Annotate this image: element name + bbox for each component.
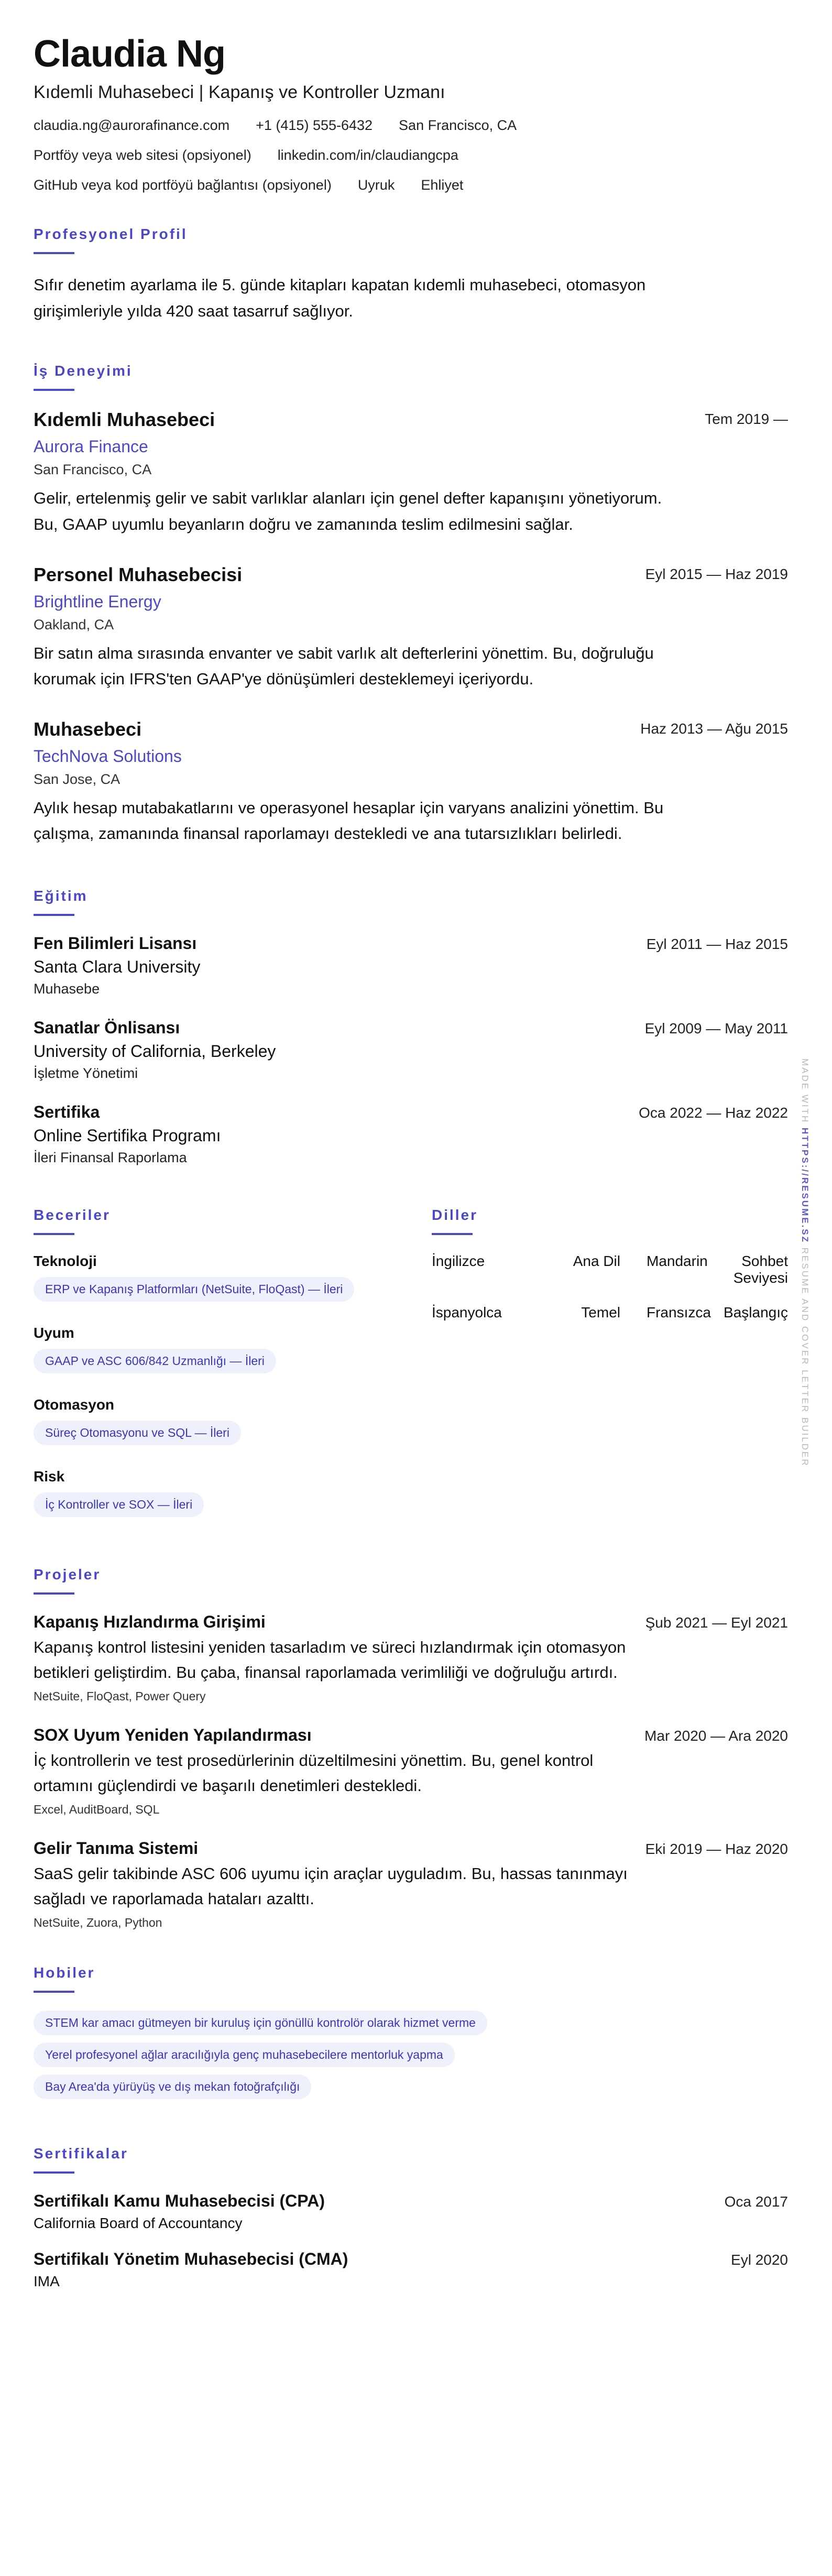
section-title: İş Deneyimi bbox=[34, 363, 133, 379]
portfolio-link[interactable]: Portföy veya web sitesi (opsiyonel) bbox=[34, 147, 251, 163]
job-description: Bir satın alma sırasında envanter ve sabit varlık alt defterlerini yönettim. Bu, doğruluğu korumak için IFRS'ten GAAP'ye dönüşümleri desteklemeyi içeriyordu. bbox=[34, 643, 654, 689]
certification-issuer: IMA bbox=[34, 2273, 60, 2290]
education-section bbox=[34, 888, 788, 1166]
project-entry bbox=[34, 1839, 788, 1930]
language-row bbox=[432, 1304, 788, 1321]
language-level: Ana Dil bbox=[573, 1252, 620, 1269]
section-title: Beceriler bbox=[34, 1206, 111, 1223]
section-divider bbox=[34, 2171, 74, 2174]
school: University of California, Berkeley bbox=[34, 1041, 276, 1061]
language-row bbox=[432, 1253, 788, 1286]
language-level: Sohbet Seviyesi bbox=[733, 1252, 788, 1286]
watermark-link[interactable]: HTTPS://RESUME.SZ bbox=[800, 1128, 810, 1244]
project-description: SaaS gelir takibinde ASC 606 uyumu için araçlar uyguladım. Bu, hassas tanınmayı sağladı ve raporlamada hataları azalttı. bbox=[34, 1864, 628, 1908]
language-name: İngilizce bbox=[432, 1252, 485, 1269]
certification-name: Sertifikalı Yönetim Muhasebecisi (CMA) bbox=[34, 2250, 348, 2269]
job-description: Gelir, ertelenmiş gelir ve sabit varlıklar alanları için genel defter kapanışını yönetiyorum. Bu, GAAP uyumlu beyanların doğru ve zamanında teslim edilmesini sağlar. bbox=[34, 489, 662, 533]
field-of-study: Muhasebe bbox=[34, 980, 100, 997]
degree: Sertifika bbox=[34, 1102, 100, 1121]
projects-section bbox=[34, 1566, 788, 1930]
skill-group bbox=[34, 1468, 432, 1522]
language-level: Başlangıç bbox=[724, 1304, 788, 1320]
certification-issuer: California Board of Accountancy bbox=[34, 2215, 243, 2232]
section-title: Diller bbox=[432, 1206, 478, 1223]
project-name: Kapanış Hızlandırma Girişimi bbox=[34, 1612, 266, 1631]
job-date: Tem 2019 — bbox=[705, 411, 788, 428]
project-date: Eki 2019 — Haz 2020 bbox=[645, 1841, 788, 1858]
skill-group bbox=[34, 1253, 432, 1307]
project-technologies: Excel, AuditBoard, SQL bbox=[34, 1803, 160, 1817]
section-divider bbox=[34, 1991, 74, 1993]
degree: Fen Bilimleri Lisansı bbox=[34, 933, 197, 953]
skill-group bbox=[34, 1325, 432, 1379]
job-description: Aylık hesap mutabakatlarını ve operasyonel hesaplar için varyans analizini yönettim. Bu çalışma, zamanında finansal raporlamayı destekledi ve ana tutarsızlıkları belirledi. bbox=[34, 798, 664, 843]
experience-section bbox=[34, 363, 788, 847]
job-title: Kıdemli Muhasebeci bbox=[34, 409, 215, 431]
section-divider bbox=[34, 252, 74, 254]
job-entry bbox=[34, 718, 788, 847]
hobby-chip: Bay Area'da yürüyüş ve dış mekan fotoğrafçılığı bbox=[34, 2075, 311, 2099]
field-of-study: İleri Finansal Raporlama bbox=[34, 1149, 187, 1165]
job-location: Oakland, CA bbox=[34, 616, 114, 632]
education-entry bbox=[34, 1018, 788, 1082]
skill-category: Otomasyon bbox=[34, 1396, 115, 1413]
phone[interactable]: +1 (415) 555-6432 bbox=[256, 117, 373, 134]
driving-license: Ehliyet bbox=[421, 177, 464, 193]
field-of-study: İşletme Yönetimi bbox=[34, 1065, 138, 1081]
certification-entry bbox=[34, 2250, 788, 2290]
education-date: Eyl 2011 — Haz 2015 bbox=[646, 935, 788, 952]
skill-chip: Süreç Otomasyonu ve SQL — İleri bbox=[34, 1421, 241, 1445]
job-date: Eyl 2015 — Haz 2019 bbox=[645, 565, 788, 582]
section-title: Eğitim bbox=[34, 887, 88, 904]
language-name: İspanyolca bbox=[432, 1304, 502, 1320]
project-name: SOX Uyum Yeniden Yapılandırması bbox=[34, 1726, 312, 1745]
skill-chip: ERP ve Kapanış Platformları (NetSuite, FloQast) — İleri bbox=[34, 1277, 354, 1302]
project-name: Gelir Tanıma Sistemi bbox=[34, 1839, 199, 1858]
hobbies-section bbox=[34, 1964, 788, 2099]
language-name: Fransızca bbox=[647, 1304, 711, 1320]
certification-entry bbox=[34, 2191, 788, 2232]
skills-languages-row bbox=[34, 1207, 788, 1540]
project-date: Şub 2021 — Eyl 2021 bbox=[645, 1614, 788, 1631]
skill-chip: GAAP ve ASC 606/842 Uzmanlığı — İleri bbox=[34, 1349, 276, 1373]
nationality: Uyruk bbox=[357, 177, 395, 193]
languages-section bbox=[432, 1207, 788, 1540]
watermark-suffix: RESUME AND COVER LETTER BUILDER bbox=[800, 1247, 810, 1467]
section-divider bbox=[34, 1233, 74, 1235]
job-company: Aurora Finance bbox=[34, 437, 148, 456]
project-description: İç kontrollerin ve test prosedürlerinin düzeltilmesini yönettim. Bu, genel kontrol ortamını güçlendirdi ve başarılı denetimleri destekledi. bbox=[34, 1751, 594, 1795]
project-date: Mar 2020 — Ara 2020 bbox=[644, 1728, 788, 1744]
job-company: TechNova Solutions bbox=[34, 746, 182, 766]
candidate-name: Claudia Ng bbox=[34, 33, 226, 75]
certifications-section bbox=[34, 2145, 788, 2290]
language-level: Temel bbox=[581, 1304, 620, 1320]
profile-section bbox=[34, 226, 788, 324]
education-date: Oca 2022 — Haz 2022 bbox=[639, 1104, 788, 1121]
profile-summary: Sıfır denetim ayarlama ile 5. günde kitapları kapatan kıdemli muhasebeci, otomasyon girişimleriyle yılda 420 saat tasarruf sağlıyor. bbox=[34, 276, 646, 320]
certification-name: Sertifikalı Kamu Muhasebecisi (CPA) bbox=[34, 2191, 325, 2211]
section-divider bbox=[432, 1233, 473, 1235]
job-entry bbox=[34, 409, 788, 537]
section-divider bbox=[34, 389, 74, 391]
job-title: Personel Muhasebecisi bbox=[34, 563, 243, 585]
skill-category: Uyum bbox=[34, 1324, 74, 1341]
email-link[interactable]: claudia.ng@aurorafinance.com bbox=[34, 117, 230, 134]
project-entry bbox=[34, 1726, 788, 1817]
skill-chip: İç Kontroller ve SOX — İleri bbox=[34, 1492, 204, 1517]
hobby-chip: Yerel profesyonel ağlar aracılığıyla genç muhasebecilere mentorluk yapma bbox=[34, 2043, 455, 2067]
section-divider bbox=[34, 1592, 74, 1595]
job-title: Muhasebeci bbox=[34, 718, 142, 740]
school: Santa Clara University bbox=[34, 957, 201, 976]
degree: Sanatlar Önlisansı bbox=[34, 1018, 180, 1037]
job-company: Brightline Energy bbox=[34, 592, 161, 611]
school: Online Sertifika Programı bbox=[34, 1126, 221, 1145]
section-title: Projeler bbox=[34, 1566, 101, 1582]
project-entry bbox=[34, 1612, 788, 1704]
job-date: Haz 2013 — Ağu 2015 bbox=[640, 720, 788, 737]
job-location: San Francisco, CA bbox=[34, 462, 152, 478]
section-title: Sertifikalar bbox=[34, 2145, 128, 2162]
education-entry bbox=[34, 1103, 788, 1166]
language-name: Mandarin bbox=[647, 1252, 708, 1269]
project-technologies: NetSuite, Zuora, Python bbox=[34, 1916, 162, 1930]
project-technologies: NetSuite, FloQast, Power Query bbox=[34, 1689, 206, 1704]
certification-date: Oca 2017 bbox=[724, 2193, 788, 2210]
project-description: Kapanış kontrol listesini yeniden tasarladım ve süreci hızlandırmak için otomasyon betikleri geliştirdim. Bu çaba, finansal raporlamada verimliliği ve doğruluğu artırdı. bbox=[34, 1638, 626, 1682]
linkedin-link[interactable]: linkedin.com/in/claudiangcpa bbox=[277, 147, 458, 163]
github-link[interactable]: GitHub veya kod portföyü bağlantısı (opsiyonel) bbox=[34, 177, 332, 193]
job-entry bbox=[34, 564, 788, 692]
contact-block bbox=[34, 118, 788, 192]
job-location: San Jose, CA bbox=[34, 771, 121, 787]
section-title: Hobiler bbox=[34, 1964, 95, 1981]
skills-section bbox=[34, 1207, 432, 1540]
section-divider bbox=[34, 914, 74, 916]
section-title: Profesyonel Profil bbox=[34, 226, 188, 243]
hobby-chip: STEM kar amacı gütmeyen bir kuruluş için gönüllü kontrolör olarak hizmet verme bbox=[34, 2011, 487, 2035]
certification-date: Eyl 2020 bbox=[731, 2252, 788, 2268]
watermark-prefix: MADE WITH bbox=[800, 1058, 810, 1124]
education-date: Eyl 2009 — May 2011 bbox=[644, 1020, 788, 1036]
skill-group bbox=[34, 1396, 432, 1450]
skill-category: Teknoloji bbox=[34, 1252, 97, 1269]
skill-category: Risk bbox=[34, 1468, 65, 1485]
headline: Kıdemli Muhasebeci | Kapanış ve Kontroller Uzmanı bbox=[34, 82, 445, 103]
education-entry bbox=[34, 934, 788, 997]
resume-page bbox=[34, 34, 788, 2308]
location: San Francisco, CA bbox=[399, 117, 517, 134]
